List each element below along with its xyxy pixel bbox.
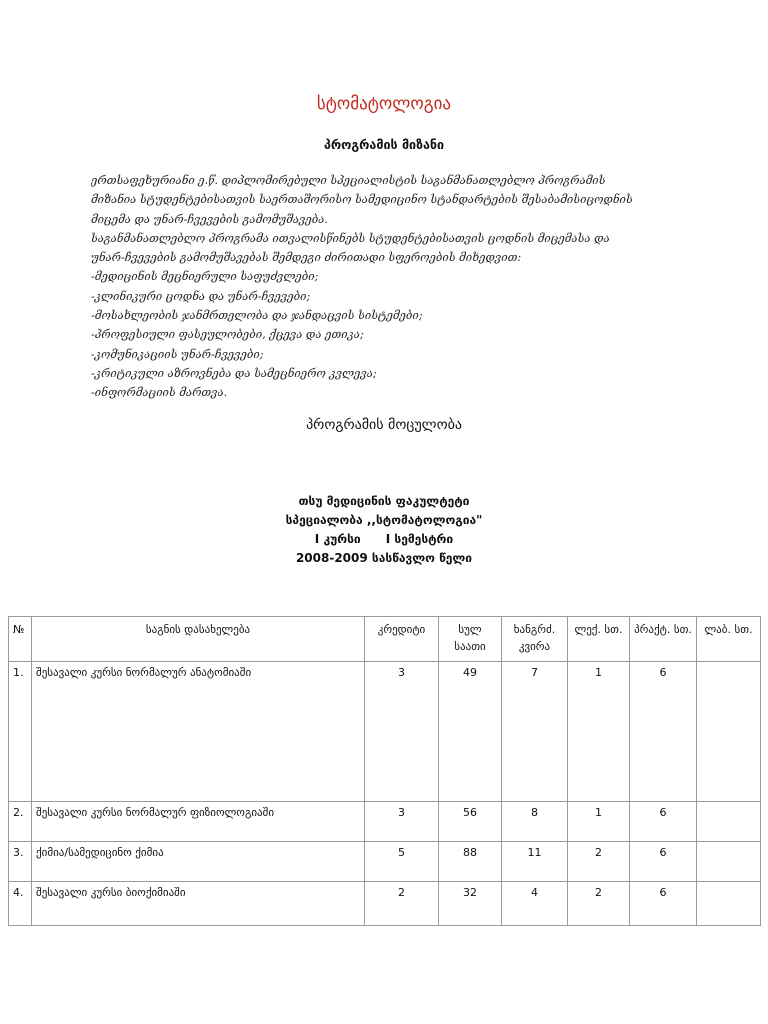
subject-name: ქიმია/სამედიცინო ქიმია: [32, 842, 365, 882]
faculty-line: თსუ მედიცინის ფაკულტეტი: [298, 494, 470, 508]
header-total-hours: სულ საათი: [439, 617, 502, 662]
goal-list-item: -ინფორმაციის მართვა.: [91, 386, 228, 400]
credit-cell: 5: [365, 842, 439, 882]
row-number: 4.: [9, 882, 32, 926]
subject-name: შესავალი კურსი ნორმალურ ანატომიაში: [32, 662, 365, 802]
goal-line: საგანმანათლებლო პროგრამა ითვალისწინებს სტუდენტებისათვის ცოდნის მიცემასა და: [91, 231, 610, 245]
lab-hours-cell: [697, 802, 761, 842]
goal-paragraph: [91, 171, 691, 403]
lecture-hours-cell: 2: [568, 842, 630, 882]
lecture-hours-cell: 1: [568, 662, 630, 802]
goal-heading: პროგრამის მიზანი: [323, 137, 445, 152]
header-number: №: [9, 617, 32, 662]
row-number: 3.: [9, 842, 32, 882]
lecture-hours-cell: 2: [568, 882, 630, 926]
credit-cell: 3: [365, 662, 439, 802]
duration-weeks-cell: 11: [502, 842, 568, 882]
goal-list-item: -კრიტიკული აზროვნება და სამეცნიერო კვლევა;: [91, 366, 377, 380]
table-header-row: [9, 617, 761, 662]
practical-hours-cell: 6: [630, 882, 697, 926]
courses-table: [8, 616, 761, 926]
practical-hours-cell: 6: [630, 802, 697, 842]
goal-line: მიცემა და უნარ-ჩვევების გამომუშავება.: [91, 212, 328, 226]
goal-list-item: -პროფესიული ფასეულობები, ქცევა და ეთიკა;: [91, 328, 364, 342]
total-hours-cell: 88: [439, 842, 502, 882]
goal-list-item: -მედიცინის მეცნიერული საფუძვლები;: [91, 270, 319, 284]
table-row: [9, 802, 761, 842]
goal-list-item: -მოსახლეობის ჯანმრთელობა და ჯანდაცვის სისტემები;: [91, 309, 423, 323]
total-hours-cell: 49: [439, 662, 502, 802]
goal-line: უნარ-ჩვევების გამომუშავებას შემდეგი ძირითადი სფეროების მიხედვით:: [91, 251, 522, 265]
goal-list-item: -კომუნიკაციის უნარ-ჩვევები;: [91, 347, 264, 361]
goal-line: მიზანია სტუდენტებისათვის საერთაშორისო სამედიცინო სტანდარტების შესაბამისიცოდნის: [91, 193, 633, 207]
table-row: [9, 882, 761, 926]
credit-cell: 2: [365, 882, 439, 926]
program-info: [0, 492, 768, 568]
subject-name: შესავალი კურსი ბიოქიმიაში: [32, 882, 365, 926]
table-row: [9, 842, 761, 882]
header-duration-weeks: ხანგრძ. კვირა: [502, 617, 568, 662]
academic-year-line: 2008-2009 სასწავლო წელი: [295, 551, 473, 565]
document-title: სტომატოლოგია: [316, 94, 452, 114]
total-hours-cell: 56: [439, 802, 502, 842]
header-subject-name: საგნის დასახელება: [32, 617, 365, 662]
duration-weeks-cell: 4: [502, 882, 568, 926]
total-hours-cell: 32: [439, 882, 502, 926]
row-number: 2.: [9, 802, 32, 842]
subject-name: შესავალი კურსი ნორმალურ ფიზიოლოგიაში: [32, 802, 365, 842]
duration-weeks-cell: 8: [502, 802, 568, 842]
credit-cell: 3: [365, 802, 439, 842]
volume-heading: პროგრამის მოცულობა: [306, 417, 462, 433]
lab-hours-cell: [697, 662, 761, 802]
specialty-line: სპეციალობა ,,სტომატოლოგია": [285, 513, 483, 527]
practical-hours-cell: 6: [630, 842, 697, 882]
course-semester-line: I კურსი I სემესტრი: [314, 532, 454, 546]
lab-hours-cell: [697, 882, 761, 926]
row-number: 1.: [9, 662, 32, 802]
header-lab-hours: ლაბ. სთ.: [697, 617, 761, 662]
goal-list-item: -კლინიკური ცოდნა და უნარ-ჩვევები;: [91, 289, 311, 303]
header-practical-hours: პრაქტ. სთ.: [630, 617, 697, 662]
table-row: [9, 662, 761, 802]
lab-hours-cell: [697, 842, 761, 882]
duration-weeks-cell: 7: [502, 662, 568, 802]
header-credit: კრედიტი: [365, 617, 439, 662]
header-lecture-hours: ლექ. სთ.: [568, 617, 630, 662]
goal-line: ერთსაფეხურიანი ე.წ. დიპლომირებული სპეციალისტის საგანმანათლებლო პროგრამის: [91, 174, 606, 187]
practical-hours-cell: 6: [630, 662, 697, 802]
lecture-hours-cell: 1: [568, 802, 630, 842]
